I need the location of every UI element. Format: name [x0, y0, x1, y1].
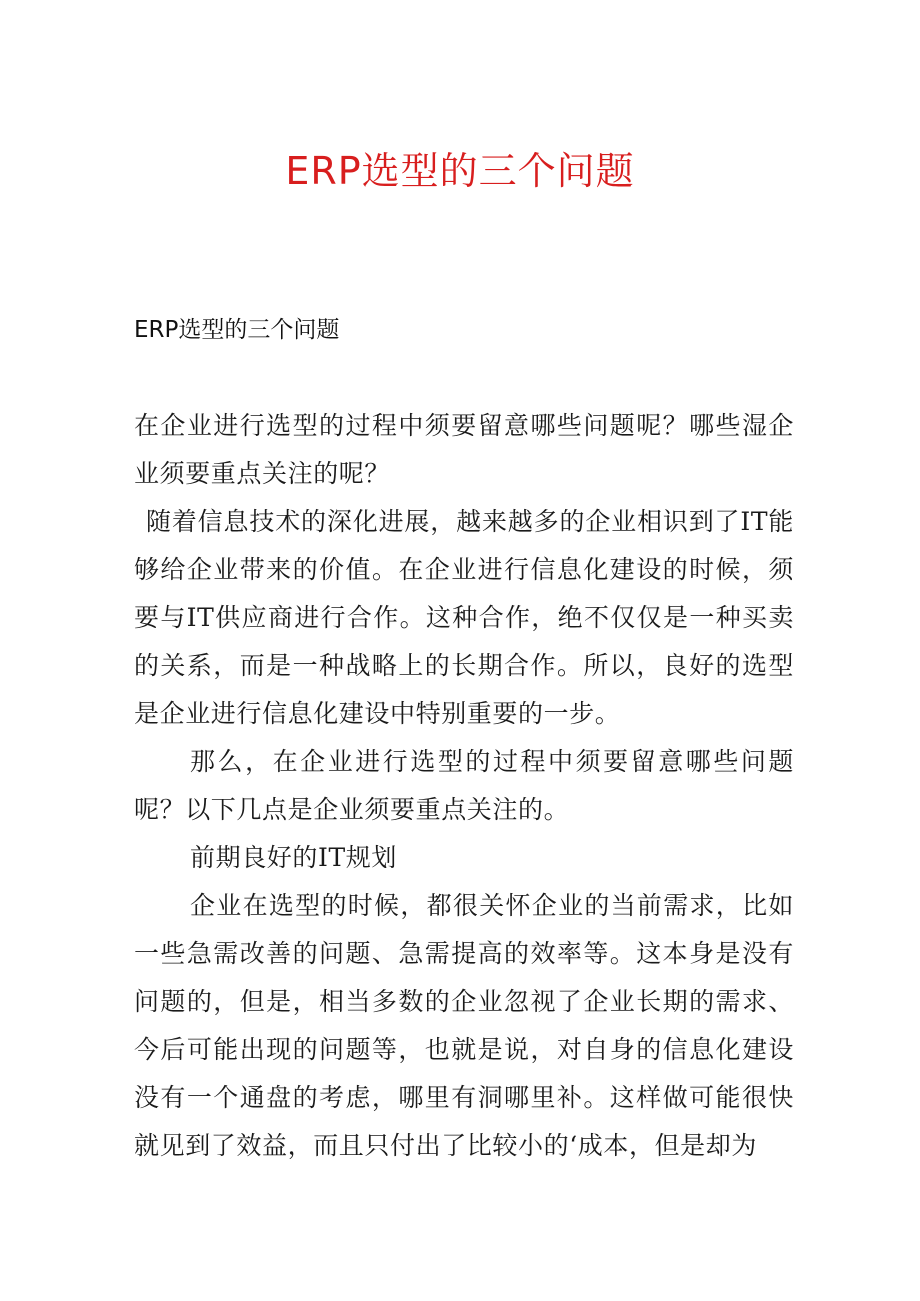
document-body — [134, 402, 794, 1170]
paragraph-background: 随着信息技术的深化进展，越来越多的企业相识到了IT能够给企业带来的价值。在企业进行信息化建设的时候，须要与IT供应商进行合作。这种合作，绝不仅仅是一种买卖的关系，而是一种战略上的长期合作。所以，良好的选型是企业进行信息化建设中特别重要的一步。 — [134, 507, 794, 728]
paragraph-transition: 那么，在企业进行选型的过程中须要留意哪些问题呢？以下几点是企业须要重点关注的。 — [134, 747, 794, 824]
document-subtitle: ERP选型的三个问题 — [134, 317, 340, 343]
section-heading-it-planning: 前期良好的IT规划 — [190, 843, 397, 872]
paragraph-it-planning: 企业在选型的时候，都很关怀企业的当前需求，比如一些急需改善的问题、急需提高的效率等。这本身是没有问题的，但是，相当多数的企业忽视了企业长期的需求、今后可能出现的问题等，也就是说，对自身的信息化建设没有一个通盘的考虑，哪里有洞哪里补。这样做可能很快就见到了效益，而且只付出了比较小的‘成本，但是却为 — [134, 891, 794, 1160]
document-title: ERP选型的三个问题 — [285, 149, 635, 193]
paragraph-intro-question: 在企业进行选型的过程中须要留意哪些问题呢？哪些湿企业须要重点关注的呢？ — [134, 411, 794, 488]
